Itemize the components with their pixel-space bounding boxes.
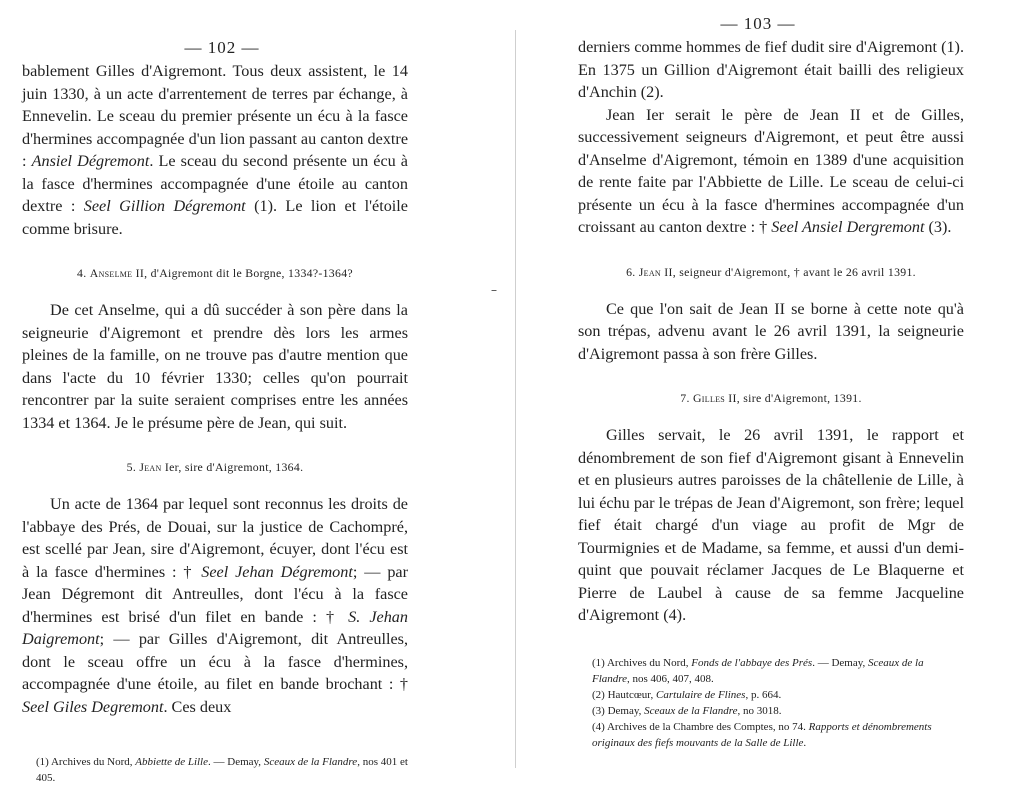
text-run: (2) Hautcœur, bbox=[592, 688, 657, 701]
seal-legend: Seel Ansiel Dergremont bbox=[771, 218, 925, 236]
heading-number: 4. bbox=[77, 266, 90, 280]
text-run: , p. 664. bbox=[745, 688, 782, 701]
seal-legend: Ansiel Dégremont bbox=[31, 152, 150, 170]
text-run: , nos 401 et 405. bbox=[36, 756, 408, 784]
right-page bbox=[520, 0, 1010, 768]
left-paragraph-3 bbox=[22, 493, 408, 718]
left-paragraph-2: De cet Anselme, qui a dû succéder à son père dans la seigneurie d'Aigremont et prendre dès lors les armes pleines de la famille, on ne trouve pas d'autre mention que dans l'acte du 10 février 1330; celles qu'on pourrait rencontrer par la suite seraient comprises entre les années 1334 et 1364. Je le présume père de Jean, qui suit. bbox=[22, 301, 408, 432]
text-run: (1). Le lion et l'étoile comme brisure. bbox=[22, 197, 408, 238]
section-heading-4 bbox=[22, 266, 408, 281]
source-title: Rapports et dénombrements originaux des fiefs mouvants de la Salle de Lille bbox=[592, 720, 932, 749]
text-run: (3). bbox=[924, 218, 952, 236]
section-heading-6 bbox=[578, 265, 964, 280]
source-title: Fonds de l'abbaye des Prés bbox=[691, 656, 813, 669]
right-paragraph-1: derniers comme hommes de fief dudit sire d'Aigremont (1). En 1375 un Gillion d'Aigremont était bailli des religieux d'Anchin (2). bbox=[578, 38, 964, 101]
text-run: , no 3018. bbox=[737, 704, 782, 717]
gutter-mark: – bbox=[491, 283, 497, 297]
heading-number: 6. bbox=[626, 264, 639, 279]
left-footnotes bbox=[22, 754, 408, 786]
text-run: . — Demay, bbox=[208, 756, 264, 768]
gutter-fold-line bbox=[515, 30, 516, 768]
page-number-103: — 103 — bbox=[720, 14, 796, 33]
heading-number: 5. bbox=[126, 460, 140, 474]
text-run: . Le sceau du second présente un écu à la fasce d'hermines accompagnée d'une étoile au canton dextre : bbox=[22, 152, 408, 215]
right-paragraph-4: Gilles servait, le 26 avril 1391, le rapport et dénombrement de son fief d'Aigremont gisant à Ennevelin et en plusieurs autres paroisses de la châtellenie de Lille, à lui échu par le trépas de Jean d'Aigremont, son frère; lequel fief était chargé d'un viage au profit de Mgr de Tourmignies et de Madame, sa femme, et aussi d'un demi-quint que pouvait réclamer Jacques de Le Blaquerne et Pierre de Laubel à cause de sa femme Jacqueline d'Aigremont (4). bbox=[578, 426, 964, 624]
text-run: Un acte de 1364 par lequel sont reconnus les droits de l'abbaye des Prés, de Douai, sur la justice de Cachompré, est scellé par Jean, sire d'Aigremont, écuyer, dont l'écu est à la fasce d'hermines : † bbox=[22, 495, 408, 581]
right-paragraph-2 bbox=[578, 104, 964, 239]
text-run: , nos 406, 407, 408. bbox=[627, 672, 714, 685]
text-run: (3) Demay, bbox=[592, 704, 645, 717]
source-title: Cartulaire de Flines bbox=[656, 688, 746, 701]
heading-name: Gilles bbox=[692, 391, 726, 405]
footnote-2 bbox=[578, 687, 964, 703]
text-run: . bbox=[803, 736, 807, 749]
source-title: Abbiette de Lille bbox=[135, 756, 208, 768]
right-body-text-3 bbox=[578, 424, 964, 627]
text-run: ; — par Jean Dégremont dit Antreulles, dont l'écu à la fasce d'hermines est brisé d'un filet en bande : † bbox=[22, 562, 408, 626]
text-run: . Ces deux bbox=[163, 697, 232, 716]
section-heading-5 bbox=[22, 460, 408, 475]
text-run: ; — par Gilles d'Aigremont, dit Antreulles, dont le sceau offre un écu à la fasce d'hermines, accompagnée d'une étoile, au filet en bande brochant : † bbox=[22, 630, 408, 693]
left-body-text-2 bbox=[22, 299, 408, 434]
seal-legend: Seel Giles Degremont bbox=[22, 697, 164, 716]
footnote-1 bbox=[22, 754, 408, 786]
footnote-4 bbox=[578, 719, 964, 751]
text-run: Jean Ier serait le père de Jean II et de Gilles, successivement seigneurs d'Aigremont, et peut être aussi d'Anselme d'Aigremont, témoin en 1389 d'une acquisition de rente faite par l'Abbiette de Lille. Le sceau de celui-ci présente un écu à la fasce d'hermines accompagnée d'un croissant au canton dextre : † bbox=[578, 105, 964, 236]
heading-rest: II, seigneur d'Aigremont, † avant le 26 avril 1391. bbox=[661, 264, 916, 279]
seal-legend: S. Jehan Daigremont bbox=[22, 607, 408, 648]
source-title: Sceaux de la Flandre bbox=[644, 704, 738, 717]
footnote-3 bbox=[578, 703, 964, 719]
section-heading-7 bbox=[578, 391, 964, 406]
heading-name: Anselme bbox=[89, 266, 133, 280]
left-body-text-3 bbox=[22, 493, 408, 718]
heading-rest: II, sire d'Aigremont, 1391. bbox=[725, 391, 862, 405]
page-number-102: — 102 — bbox=[184, 38, 260, 57]
heading-name: Jean bbox=[638, 264, 661, 279]
book-gutter bbox=[502, 0, 520, 768]
footnote-1 bbox=[578, 655, 964, 687]
text-run: (1) Archives du Nord, bbox=[36, 756, 136, 768]
text-run: . — Demay, bbox=[812, 656, 868, 669]
heading-name: Jean bbox=[139, 460, 162, 474]
right-footnotes bbox=[578, 655, 964, 751]
source-title: Sceaux de la Flandre bbox=[592, 656, 924, 685]
seal-legend: Seel Jehan Dégremont bbox=[201, 562, 353, 581]
left-page bbox=[0, 0, 495, 784]
text-run: (4) Archives de la Chambre des Comptes, no 74. bbox=[592, 720, 809, 733]
right-body-text-2 bbox=[578, 298, 964, 366]
heading-rest: Ier, sire d'Aigremont, 1364. bbox=[161, 460, 304, 474]
left-paragraph-1 bbox=[22, 60, 408, 240]
left-body-text bbox=[22, 60, 408, 240]
text-run: (1) Archives du Nord, bbox=[592, 656, 692, 669]
right-body-text bbox=[578, 36, 964, 239]
text-run: bablement Gilles d'Aigremont. Tous deux assistent, le 14 juin 1330, à un acte d'arrentement de terres par échange, à Ennevelin. Le sceau du premier présente un écu à la fasce d'hermines accompagnée d'un lion passant au canton dextre : bbox=[22, 62, 408, 170]
heading-number: 7. bbox=[680, 391, 693, 405]
source-title: Sceaux de la Flandre bbox=[263, 756, 358, 768]
seal-legend: Seel Gillion Dégremont bbox=[83, 197, 246, 215]
right-paragraph-3: Ce que l'on sait de Jean II se borne à cette note qu'à son trépas, advenu avant le 26 avril 1391, la seigneurie d'Aigremont passa à son frère Gilles. bbox=[578, 299, 964, 363]
heading-rest: II, d'Aigremont dit le Borgne, 1334?-1364? bbox=[132, 266, 353, 280]
